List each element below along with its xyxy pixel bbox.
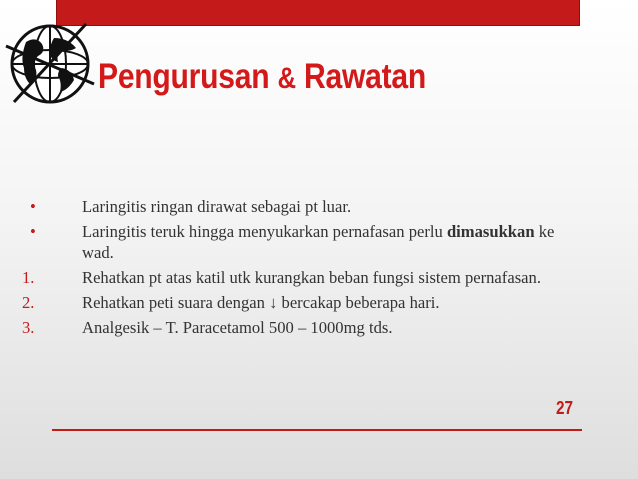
item-text: Laringitis teruk hingga menyukarkan pernafasan perlu — [82, 222, 447, 241]
list-item-text — [82, 267, 582, 288]
down-arrow-icon: ↓ — [269, 293, 278, 312]
bullet-marker: • — [30, 197, 36, 216]
top-accent-bar — [56, 0, 580, 26]
item-text: Rehatkan peti suara dengan — [82, 293, 270, 312]
globe-icon — [4, 18, 96, 110]
slide-title — [98, 52, 426, 102]
list-item — [22, 292, 582, 313]
list-item — [22, 221, 582, 263]
page-number: 27 — [556, 398, 574, 418]
item-bold-text: dimasukkan — [446, 222, 535, 241]
list-item — [22, 196, 582, 217]
number-marker: 3. — [22, 318, 35, 337]
title-main: Pengurusan — [98, 57, 270, 96]
list-item-text — [82, 196, 582, 217]
item-text-after: ke wad. — [82, 222, 555, 262]
title-ampersand: & — [277, 62, 296, 95]
item-text-after: bercakap beberapa hari. — [277, 293, 440, 312]
bullet-marker: • — [30, 222, 36, 241]
bottom-divider — [52, 429, 582, 431]
list-item-text — [82, 292, 582, 313]
list-item — [22, 267, 582, 288]
title-rest: Rawatan — [303, 57, 426, 96]
item-text: Rehatkan pt atas katil utk kurangkan beban fungsi sistem pernafasan. — [82, 268, 541, 287]
item-text: Analgesik – T. Paracetamol 500 – 1000mg tds. — [82, 318, 393, 337]
number-marker: 2. — [22, 293, 35, 312]
item-text: Laringitis ringan dirawat sebagai pt luar. — [82, 197, 352, 216]
list-item-text — [82, 221, 582, 263]
list-item — [22, 317, 582, 338]
number-marker: 1. — [22, 268, 35, 287]
content-list — [22, 196, 582, 342]
list-item-text — [82, 317, 582, 338]
